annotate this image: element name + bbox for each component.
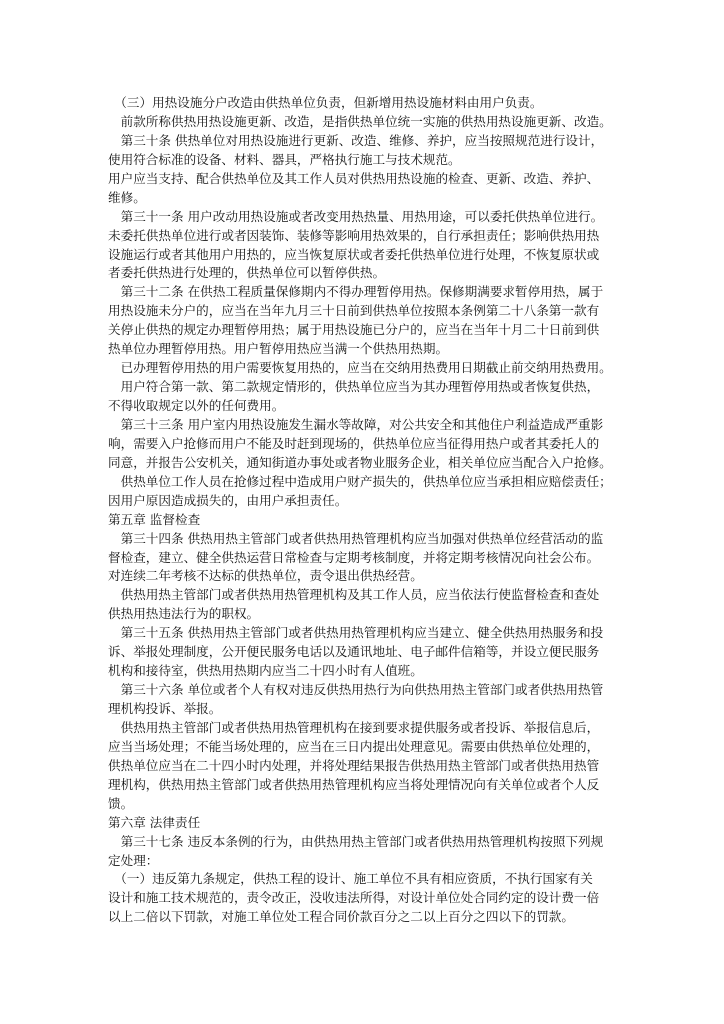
text-line: 已办理暂停用热的用户需要恢复用热的，应当在交纳用热费用日期截止前交纳用热费用。	[108, 360, 612, 376]
text-line: 因用户原因造成损失的，由用户承担责任。	[108, 492, 348, 508]
text-line: 供热用热主管部门或者供热用热管理机构在接到要求提供服务或者投诉、举报信息后，	[108, 719, 600, 735]
text-line: 馈。	[108, 795, 134, 811]
text-line: 未委托供热单位进行或者因装饰、装修等影响用热效果的，自行承担责任；影响供热用热	[108, 227, 600, 243]
text-line: 第五章 监督检查	[108, 511, 201, 527]
text-line: 机构和接待室，供热用热期内应当二十四小时有人值班。	[108, 663, 423, 679]
text-line: 定处理：	[108, 852, 159, 868]
text-line: 第三十一条 用户改动用热设施或者改变用热热量、用热用途，可以委托供热单位进行。	[108, 208, 604, 224]
text-line: 诉、举报处理制度，公开便民服务电话以及通讯地址、电子邮件信箱等，并设立便民服务	[108, 644, 600, 660]
text-line: （三）用热设施分户改造由供热单位负责，但新增用热设施材料由用户负责。	[108, 95, 543, 110]
text-line: 第三十五条 供热用热主管部门或者供热用热管理机构应当建立、健全供热用热服务和投	[108, 625, 604, 641]
text-line: 第三十六条 单位或者个人有权对违反供热用热行为向供热用热主管部门或者供热用热管	[108, 682, 604, 698]
text-line: 使用符合标准的设备、材料、器具，严格执行施工与技术规范。	[108, 151, 461, 167]
text-line: （一）违反第九条规定，供热工程的设计、施工单位不具有相应资质，不执行国家有关	[108, 871, 593, 887]
text-line: 第三十四条 供热用热主管部门或者供热用热管理机构应当加强对供热单位经营活动的监	[108, 530, 604, 546]
document-page	[108, 94, 632, 927]
text-line: 同意，并报告公安机关，通知街道办事处或者物业服务企业，相关单位应当配合入户抢修。	[108, 454, 612, 470]
text-line: 供热用热主管部门或者供热用热管理机构及其工作人员，应当依法行使监督检查和查处	[108, 587, 600, 603]
text-line: 第六章 法律责任	[108, 814, 201, 830]
text-line: 对连续二年考核不达标的供热单位，责令退出供热经营。	[108, 568, 423, 584]
text-line: 第三十条 供热单位对用热设施进行更新、改造、维修、养护，应当按照规范进行设计，	[108, 132, 604, 148]
text-line: 理机构投诉、举报。	[108, 701, 222, 716]
text-line: 理机构，供热用热主管部门或者供热用热管理机构应当将处理情况向有关单位或者个人反	[108, 776, 600, 792]
text-line: 热单位办理暂停用热。用户暂停用热应当满一个供热用热期。	[108, 341, 449, 357]
text-line: 者委托供热进行处理的，供热单位可以暂停供热。	[108, 265, 386, 281]
text-line: 设计和施工技术规范的，责令改正，没收违法所得，对设计单位处合同约定的设计费一倍	[108, 890, 600, 906]
text-line: 督检查，建立、健全供热运营日常检查与定期考核制度，并将定期考核情况向社会公布。	[108, 549, 600, 565]
text-line: 用户应当支持、配合供热单位及其工作人员对供热用热设施的检查、更新、改造、养护、	[108, 170, 600, 186]
text-line: 第三十二条 在供热工程质量保修期内不得办理暂停用热。保修期满要求暂停用热，属于	[108, 284, 604, 300]
text-line: 第三十三条 用户室内用热设施发生漏水等故障，对公共安全和其他住户利益造成严重影	[108, 416, 604, 432]
text-line: 供热单位应当在二十四小时内处理，并将处理结果报告供热用热主管部门或者供热用热管	[108, 757, 600, 773]
text-line: 前款所称供热用热设施更新、改造，是指供热单位统一实施的供热用热设施更新、改造。	[108, 113, 612, 129]
text-line: 关停止供热的规定办理暂停用热；属于用热设施已分户的，应当在当年十月二十日前到供	[108, 322, 600, 338]
text-line: 供热用热违法行为的职权。	[108, 606, 260, 622]
text-line: 第三十七条 违反本条例的行为，由供热用热主管部门或者供热用热管理机构按照下列规	[108, 833, 604, 849]
text-line: 不得收取规定以外的任何费用。	[108, 398, 285, 413]
text-line: 以上二倍以下罚款，对施工单位处工程合同价款百分之二以上百分之四以下的罚款。	[108, 909, 574, 925]
text-line: 设施运行或者其他用户用热的，应当恢复原状或者委托供热单位进行处理，不恢复原状或	[108, 246, 600, 262]
text-line: 用户符合第一款、第二款规定情形的，供热单位应当为其办理暂停用热或者恢复供热，	[108, 379, 600, 395]
text-line: 用热设施未分户的，应当在当年九月三十日前到供热单位按照本条例第二十八条第一款有	[108, 303, 600, 319]
text-line: 响，需要入户抢修而用户不能及时赶到现场的，供热单位应当征得用热户或者其委托人的	[108, 435, 600, 451]
text-line: 应当当场处理；不能当场处理的，应当在三日内提出处理意见。需要由供热单位处理的，	[108, 738, 600, 754]
text-line: 维修。	[108, 189, 146, 205]
text-line: 供热单位工作人员在抢修过程中造成用户财产损失的，供热单位应当承担相应赔偿责任；	[108, 473, 612, 489]
